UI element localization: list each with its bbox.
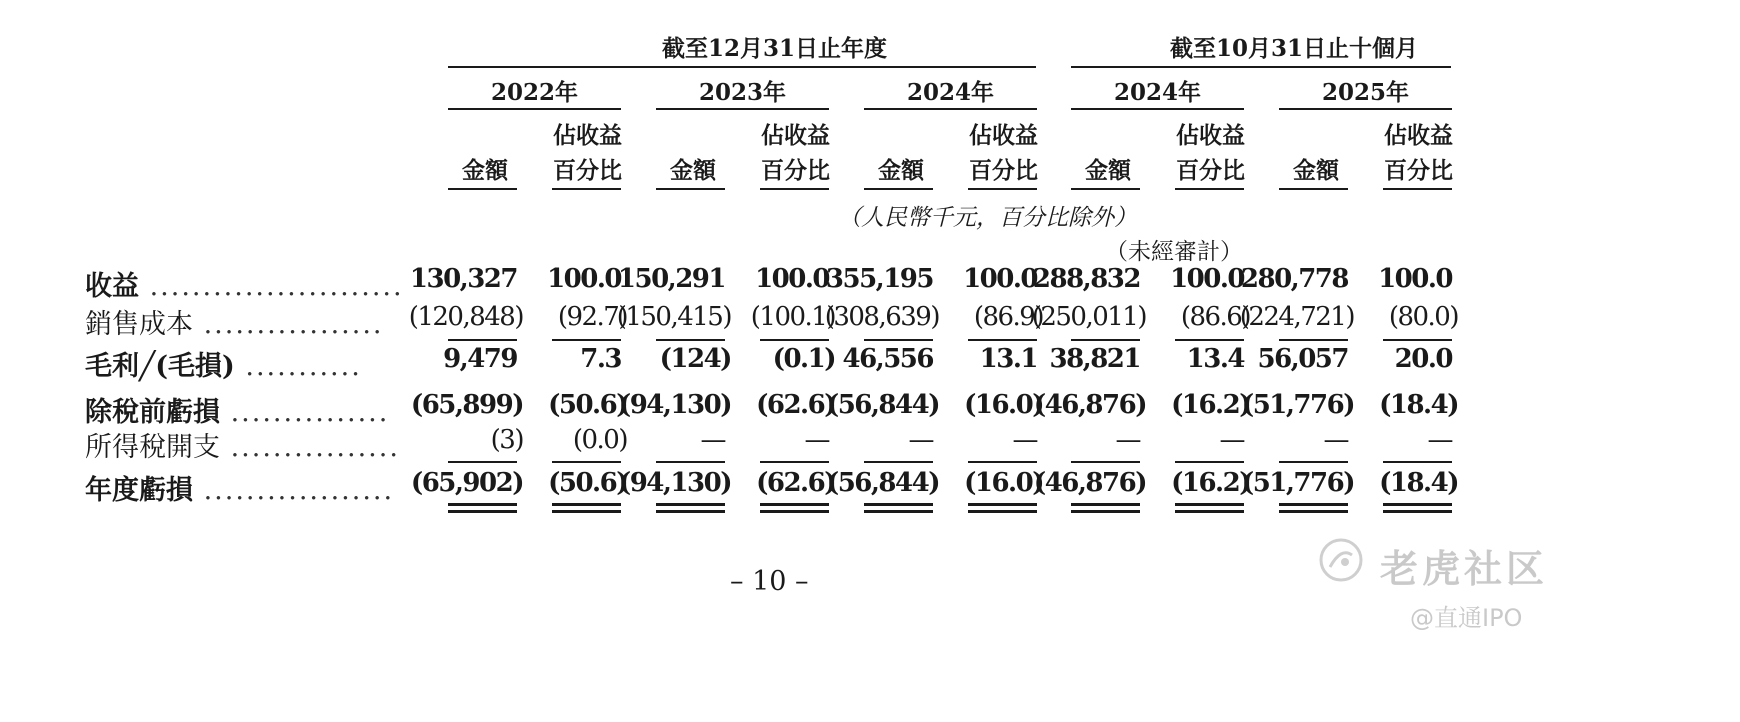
total-double-rule [1383, 503, 1452, 506]
total-double-rule [1383, 510, 1452, 513]
amount-cell: 56,057 [1257, 344, 1348, 374]
column-header-underline [656, 188, 725, 190]
column-header-underline [448, 188, 517, 190]
row-label-text: 年度虧損 [85, 475, 193, 506]
subtotal-rule [968, 461, 1037, 463]
percentage-cell: 100.0 [963, 264, 1037, 294]
column-header-underline [968, 188, 1037, 190]
total-double-rule [968, 510, 1037, 513]
pct-column-header-line1: 佔收益 [553, 122, 622, 149]
total-double-rule [1175, 503, 1244, 506]
subtotal-rule [760, 339, 829, 341]
period-header-year-ended: 截至12月31日止年度 [662, 35, 888, 62]
subtotal-rule [448, 339, 517, 341]
percentage-cell: 100.0 [1170, 264, 1244, 294]
percentage-cell: (92.7) [557, 302, 627, 332]
leader-dots: ........................ [139, 271, 404, 302]
amount-cell: (65,902) [410, 468, 523, 498]
watermark-brand: 老虎社区 [1380, 547, 1549, 591]
percentage-cell: 13.4 [1186, 344, 1244, 374]
leader-dots: .................. [193, 475, 395, 506]
amount-cell: (94,130) [618, 390, 731, 420]
amount-cell: (94,130) [618, 468, 731, 498]
percentage-cell: (50.6) [548, 468, 627, 498]
total-double-rule [448, 503, 517, 506]
total-double-rule [864, 510, 933, 513]
percentage-cell: 100.0 [547, 264, 621, 294]
percentage-cell: — [804, 425, 829, 455]
subtotal-rule [1383, 339, 1452, 341]
subtotal-rule [1279, 339, 1348, 341]
pct-column-header-line2: 百分比 [969, 157, 1038, 184]
column-header-underline [552, 188, 621, 190]
percentage-cell: (50.6) [548, 390, 627, 420]
subtotal-rule [552, 339, 621, 341]
percentage-cell: (16.0) [964, 390, 1043, 420]
amount-cell: (56,844) [826, 468, 939, 498]
total-double-rule [760, 503, 829, 506]
total-double-rule [448, 510, 517, 513]
total-double-rule [552, 510, 621, 513]
amount-cell: — [700, 425, 725, 455]
year-header: 2023年 [698, 79, 786, 106]
percentage-cell: (18.4) [1379, 390, 1458, 420]
pct-column-header-line2: 百分比 [761, 157, 830, 184]
amount-cell: 288,832 [1032, 264, 1140, 294]
total-double-rule [1175, 510, 1244, 513]
percentage-cell: (62.6) [756, 390, 835, 420]
percentage-cell: (16.2) [1171, 468, 1250, 498]
amount-cell: (51,776) [1241, 390, 1354, 420]
percentage-cell: (16.2) [1171, 390, 1250, 420]
percentage-cell: (18.4) [1379, 468, 1458, 498]
column-header-underline [864, 188, 933, 190]
amount-cell: (46,876) [1033, 390, 1146, 420]
amount-cell: (308,639) [824, 302, 939, 332]
percentage-cell: (86.9) [973, 302, 1043, 332]
amount-cell: — [1115, 425, 1140, 455]
subtotal-rule [656, 339, 725, 341]
amount-column-header: 金額 [670, 157, 716, 184]
year-header: 2024年 [906, 79, 994, 106]
total-double-rule [1071, 510, 1140, 513]
subtotal-rule [968, 339, 1037, 341]
year-underline [1071, 108, 1244, 110]
unaudited-note: （未經審計） [1105, 239, 1243, 265]
percentage-cell: — [1427, 425, 1452, 455]
pct-column-header-line2: 百分比 [1176, 157, 1245, 184]
column-header-underline [1175, 188, 1244, 190]
percentage-cell: — [1219, 425, 1244, 455]
percentage-cell: (16.0) [964, 468, 1043, 498]
subtotal-rule [448, 461, 517, 463]
amount-cell: 130,327 [409, 264, 517, 294]
subtotal-rule [1175, 339, 1244, 341]
row-label [85, 302, 384, 341]
year-underline [864, 108, 1037, 110]
amount-cell: (56,844) [826, 390, 939, 420]
amount-cell: (224,721) [1239, 302, 1354, 332]
amount-cell: (120,848) [408, 302, 523, 332]
amount-cell: (51,776) [1241, 468, 1354, 498]
leader-dots: ........... [234, 351, 362, 382]
subtotal-rule [864, 461, 933, 463]
percentage-cell: 20.0 [1394, 344, 1452, 374]
percentage-cell: (62.6) [756, 468, 835, 498]
pct-column-header-line1: 佔收益 [969, 122, 1038, 149]
group2-underline [1071, 66, 1451, 68]
percentage-cell: 100.0 [1378, 264, 1452, 294]
column-header-underline [1279, 188, 1348, 190]
percentage-cell: 7.3 [580, 344, 621, 374]
row-label-text: 除稅前虧損 [85, 397, 220, 428]
amount-cell: 280,778 [1240, 264, 1348, 294]
pct-column-header-line1: 佔收益 [1176, 122, 1245, 149]
percentage-cell: (80.0) [1388, 302, 1458, 332]
total-double-rule [656, 510, 725, 513]
leader-dots: ................ [220, 432, 400, 463]
row-label [85, 468, 394, 507]
period-header-ten-months: 截至10月31日止十個月 [1170, 35, 1419, 62]
percentage-cell: (0.1) [772, 344, 835, 374]
amount-column-header: 金額 [1085, 157, 1131, 184]
amount-cell: 150,291 [617, 264, 725, 294]
amount-cell: — [1323, 425, 1348, 455]
subtotal-rule [1071, 461, 1140, 463]
pct-column-header-line1: 佔收益 [1384, 122, 1453, 149]
amount-cell: 355,195 [825, 264, 933, 294]
pct-column-header-line2: 百分比 [1384, 157, 1453, 184]
total-double-rule [864, 503, 933, 506]
amount-cell: 9,479 [443, 344, 517, 374]
subtotal-rule [760, 461, 829, 463]
row-label-text: 毛利╱(毛損) [85, 351, 235, 382]
amount-column-header: 金額 [878, 157, 924, 184]
leader-dots: ................. [193, 309, 384, 340]
column-header-underline [760, 188, 829, 190]
amount-column-header: 金額 [1293, 157, 1339, 184]
subtotal-rule [1175, 461, 1244, 463]
amount-cell: 38,821 [1049, 344, 1140, 374]
percentage-cell: 100.0 [755, 264, 829, 294]
amount-cell: (124) [659, 344, 731, 374]
year-underline [1279, 108, 1452, 110]
percentage-cell: (0.0) [572, 425, 627, 455]
subtotal-rule [552, 461, 621, 463]
percentage-cell: 13.1 [979, 344, 1037, 374]
leader-dots: ............... [220, 397, 390, 428]
column-header-underline [1383, 188, 1452, 190]
subtotal-rule [656, 461, 725, 463]
row-label-text: 銷售成本 [85, 309, 193, 340]
year-underline [656, 108, 829, 110]
total-double-rule [656, 503, 725, 506]
pct-column-header-line1: 佔收益 [761, 122, 830, 149]
row-label [85, 344, 362, 383]
group1-underline [448, 66, 1036, 68]
subtotal-rule [864, 339, 933, 341]
subtotal-rule [1071, 339, 1140, 341]
percentage-cell: — [1012, 425, 1037, 455]
year-underline [448, 108, 621, 110]
amount-cell: (65,899) [410, 390, 523, 420]
amount-cell: (250,011) [1031, 302, 1146, 332]
amount-cell: (46,876) [1033, 468, 1146, 498]
subtotal-rule [1383, 461, 1452, 463]
percentage-cell: (86.6) [1180, 302, 1250, 332]
watermark-logo-icon [1318, 537, 1364, 587]
total-double-rule [1279, 503, 1348, 506]
row-label [85, 425, 400, 464]
percentage-cell: (100.1) [750, 302, 835, 332]
amount-cell: (150,415) [616, 302, 731, 332]
row-label [85, 264, 404, 303]
row-label-text: 所得稅開支 [85, 432, 220, 463]
total-double-rule [552, 503, 621, 506]
amount-cell: 46,556 [842, 344, 933, 374]
row-label-text: 收益 [85, 271, 139, 302]
amount-cell: — [908, 425, 933, 455]
watermark-handle: @直通IPO [1410, 604, 1523, 632]
year-header: 2024年 [1113, 79, 1201, 106]
unit-note: （人民幣千元，百分比除外） [838, 205, 1137, 231]
year-header: 2022年 [490, 79, 578, 106]
amount-cell: (3) [490, 425, 523, 455]
subtotal-rule [1279, 461, 1348, 463]
total-double-rule [1279, 510, 1348, 513]
total-double-rule [760, 510, 829, 513]
column-header-underline [1071, 188, 1140, 190]
page-number: – 10 – [730, 566, 809, 597]
amount-column-header: 金額 [462, 157, 508, 184]
total-double-rule [1071, 503, 1140, 506]
row-label [85, 390, 389, 429]
year-header: 2025年 [1321, 79, 1409, 106]
pct-column-header-line2: 百分比 [553, 157, 622, 184]
total-double-rule [968, 503, 1037, 506]
